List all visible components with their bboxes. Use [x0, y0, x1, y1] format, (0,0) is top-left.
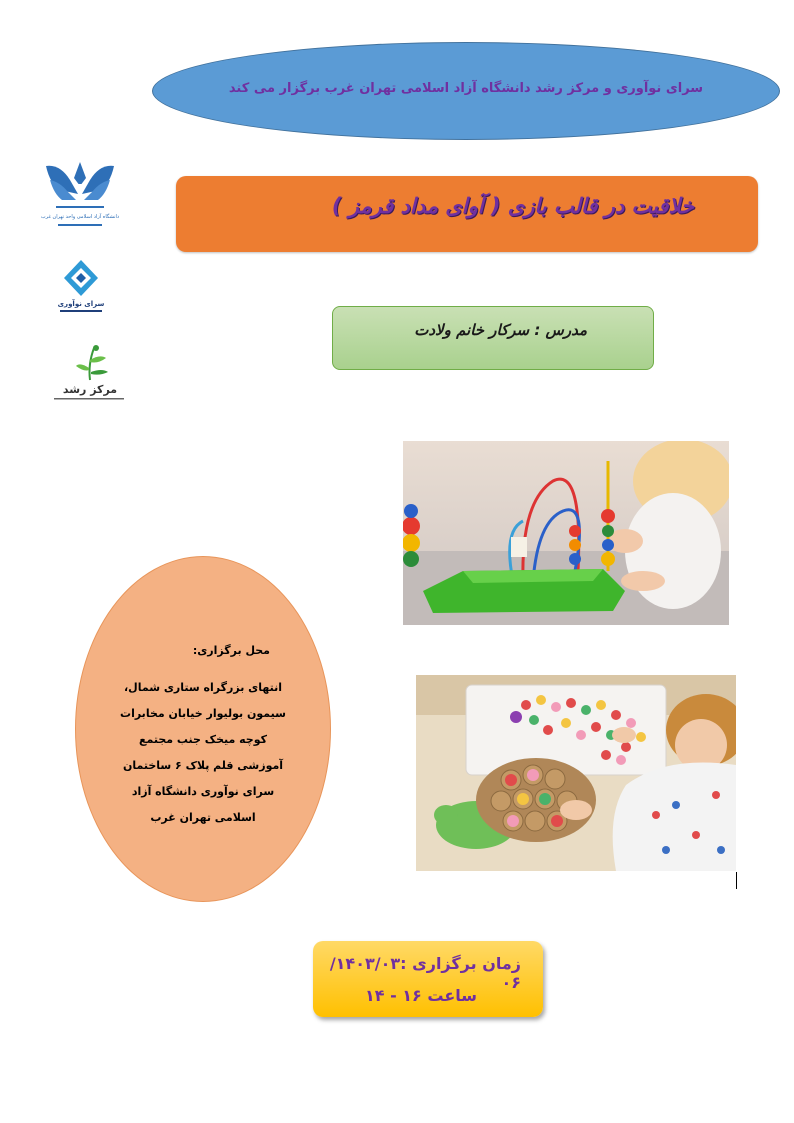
venue-line: آموزشی قلم پلاک ۶ ساختمان: [122, 759, 284, 772]
venue-line: انتهای بزرگراه ستاری شمال،: [123, 681, 283, 694]
venue-title: محل برگزاری:: [192, 644, 270, 657]
teacher-box: [332, 306, 654, 370]
venue-address: [76, 675, 330, 831]
venue-line: اسلامی تهران غرب: [150, 811, 256, 824]
azad-caption: دانشگاه آزاد اسلامی واحد تهران غرب: [40, 214, 120, 220]
venue-line: کوچه میخک جنب مجتمع: [138, 733, 268, 746]
pompom-sorting-photo: [416, 675, 736, 871]
bead-maze-photo: [403, 441, 729, 625]
venue-line: سرای نوآوری دانشگاه آزاد: [131, 785, 275, 798]
organizer-ellipse: [152, 42, 780, 140]
schedule-time: ساعت ۱۶ - ۱۴: [364, 986, 477, 1005]
schedule-box: [313, 941, 543, 1017]
innovation-house-logo: [46, 258, 116, 318]
venue-ellipse: [75, 556, 331, 902]
course-title: خلاقیت در قالب بازی ( آوای مداد قرمز ): [331, 194, 694, 218]
markaz-name: مرکز رشد: [62, 383, 118, 396]
schedule-date: زمان برگزاری :۱۴۰۳/۰۳/ ۰۶: [329, 954, 521, 992]
text-cursor: [736, 872, 737, 889]
teacher-name: مدرس : سرکار خانم ولادت: [414, 321, 587, 339]
azad-university-logo: [40, 156, 120, 236]
course-title-banner: [176, 176, 758, 252]
venue-line: سیمون بولیوار خیابان مخابرات: [120, 707, 286, 720]
sara-name: سرای نوآوری: [57, 300, 105, 308]
organizer-text: سرای نوآوری و مرکز رشد دانشگاه آزاد اسلامی تهران غرب برگزار می کند: [228, 80, 704, 96]
growth-center-logo: [44, 340, 134, 406]
